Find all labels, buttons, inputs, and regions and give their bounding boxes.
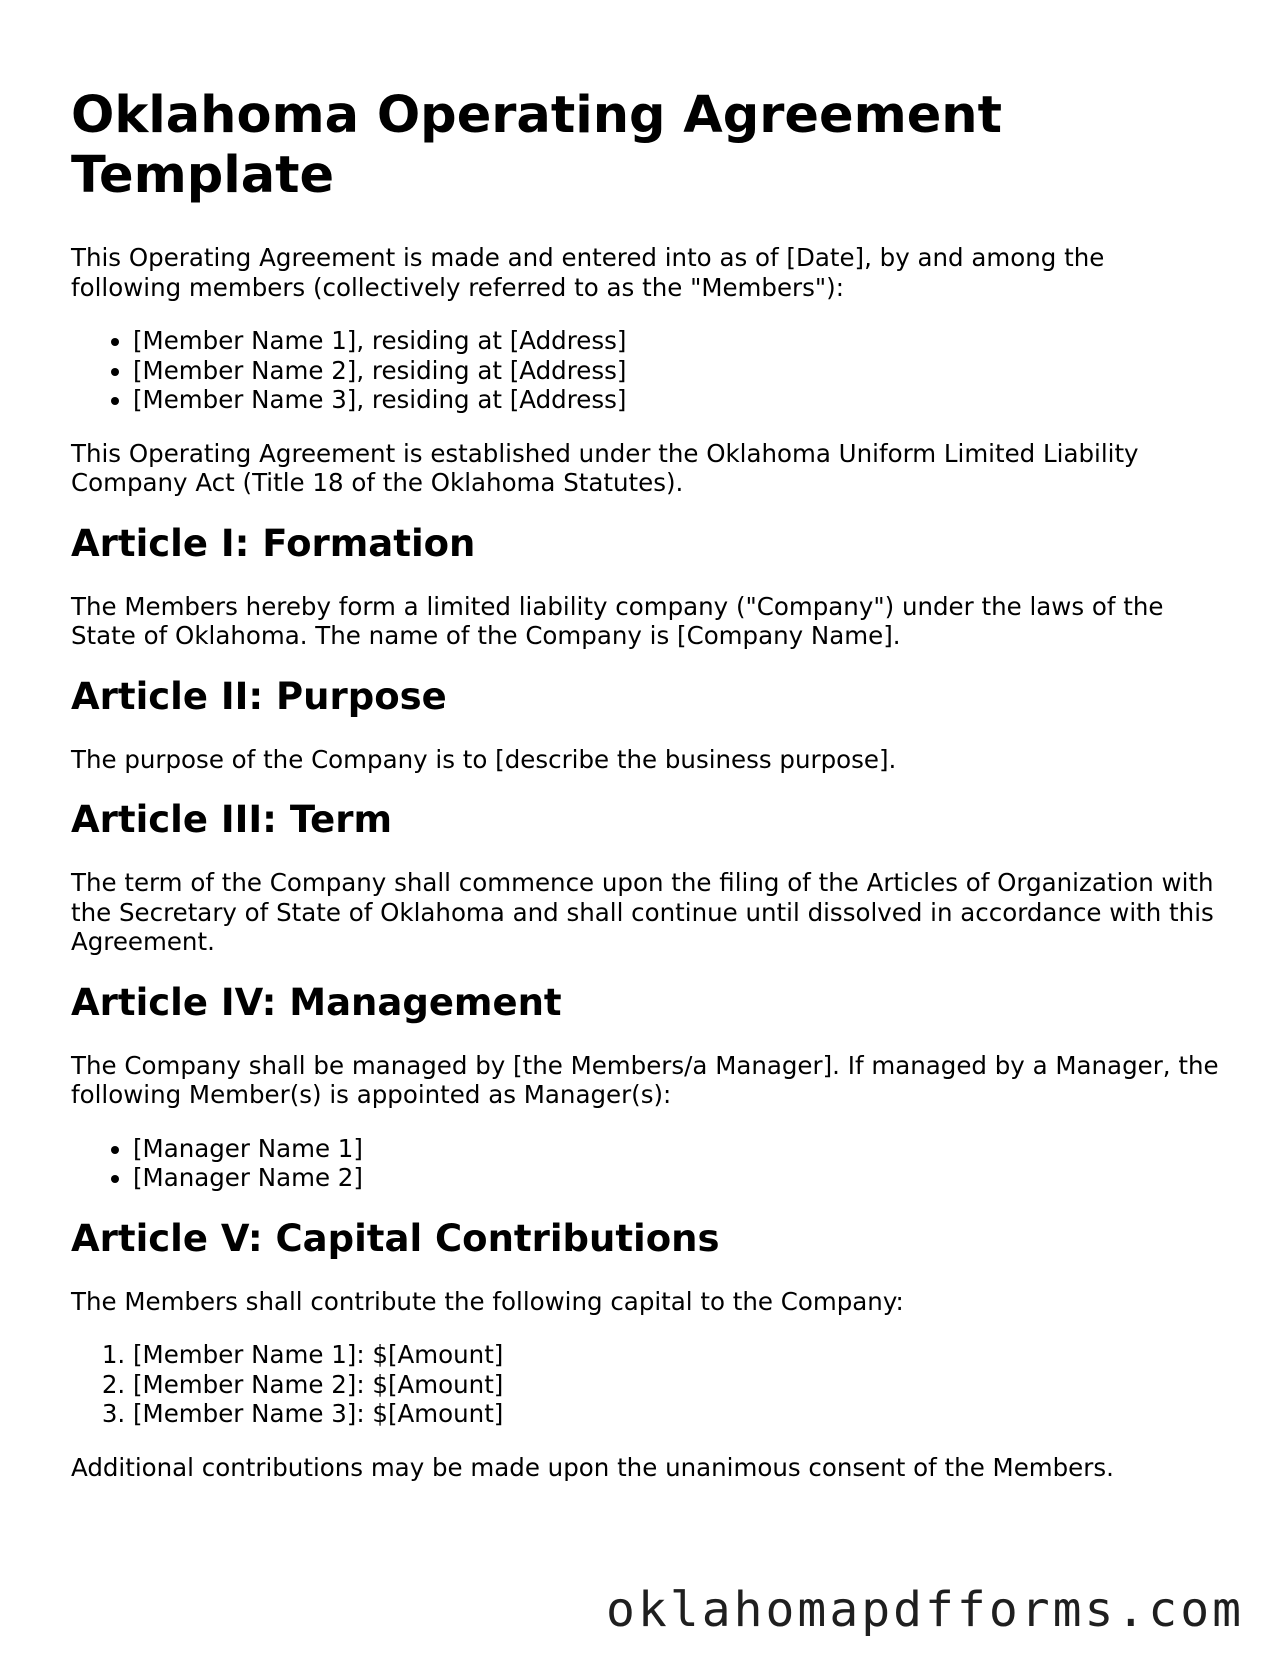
- article-term-body: The term of the Company shall commence upon the filing of the Articles of Organization with the Secretary of State of Oklahoma and shall continue until dissolved in accordance with this Agreement.: [71, 868, 1214, 956]
- article-purpose-heading: Article II: Purpose: [71, 674, 447, 718]
- document-title: Oklahoma Operating Agreement Template: [71, 86, 1002, 205]
- list-item: • [Member Name 1], residing at [Address]: [133, 326, 1221, 356]
- article-purpose-body: The purpose of the Company is to [describe the business purpose].: [71, 744, 897, 774]
- contributions-list: [71, 1340, 1221, 1429]
- article-management-heading: Article IV: Management: [71, 980, 562, 1024]
- established-paragraph: This Operating Agreement is established under the Oklahoma Uniform Limited Liability Company Act (Title 18 of the Oklahoma Statutes).: [71, 438, 1139, 497]
- article-capital-heading: Article V: Capital Contributions: [71, 1216, 720, 1260]
- article-capital-additional: Additional contributions may be made upon the unanimous consent of the Members.: [71, 1452, 1114, 1482]
- watermark: oklahomapdfforms.com: [606, 1582, 1244, 1638]
- list-item: • [Member Name 3], residing at [Address]: [133, 385, 1221, 415]
- list-item: 3. [Member Name 3]: $[Amount]: [133, 1399, 1221, 1429]
- list-item: • [Member Name 2], residing at [Address]: [133, 356, 1221, 386]
- list-item: • [Manager Name 2]: [133, 1163, 1221, 1193]
- article-formation-body: The Members hereby form a limited liability company ("Company") under the laws of the State of Oklahoma. The name of the Company is [Company Name].: [71, 591, 1164, 650]
- managers-list: [71, 1134, 1221, 1193]
- list-item: 2. [Member Name 2]: $[Amount]: [133, 1370, 1221, 1400]
- intro-paragraph: This Operating Agreement is made and entered into as of [Date], by and among the following members (collectively referred to as the "Members"):: [71, 243, 1105, 302]
- article-capital-body: The Members shall contribute the following capital to the Company:: [71, 1286, 904, 1316]
- document-page: [71, 86, 1221, 1506]
- list-item: • [Manager Name 1]: [133, 1134, 1221, 1164]
- article-formation-heading: Article I: Formation: [71, 521, 476, 565]
- article-term-heading: Article III: Term: [71, 798, 393, 841]
- list-item: 1. [Member Name 1]: $[Amount]: [133, 1340, 1221, 1370]
- article-management-body: The Company shall be managed by [the Members/a Manager]. If managed by a Manager, the following Member(s) is appointed as Manager(s):: [71, 1050, 1219, 1109]
- members-list: [71, 326, 1221, 415]
